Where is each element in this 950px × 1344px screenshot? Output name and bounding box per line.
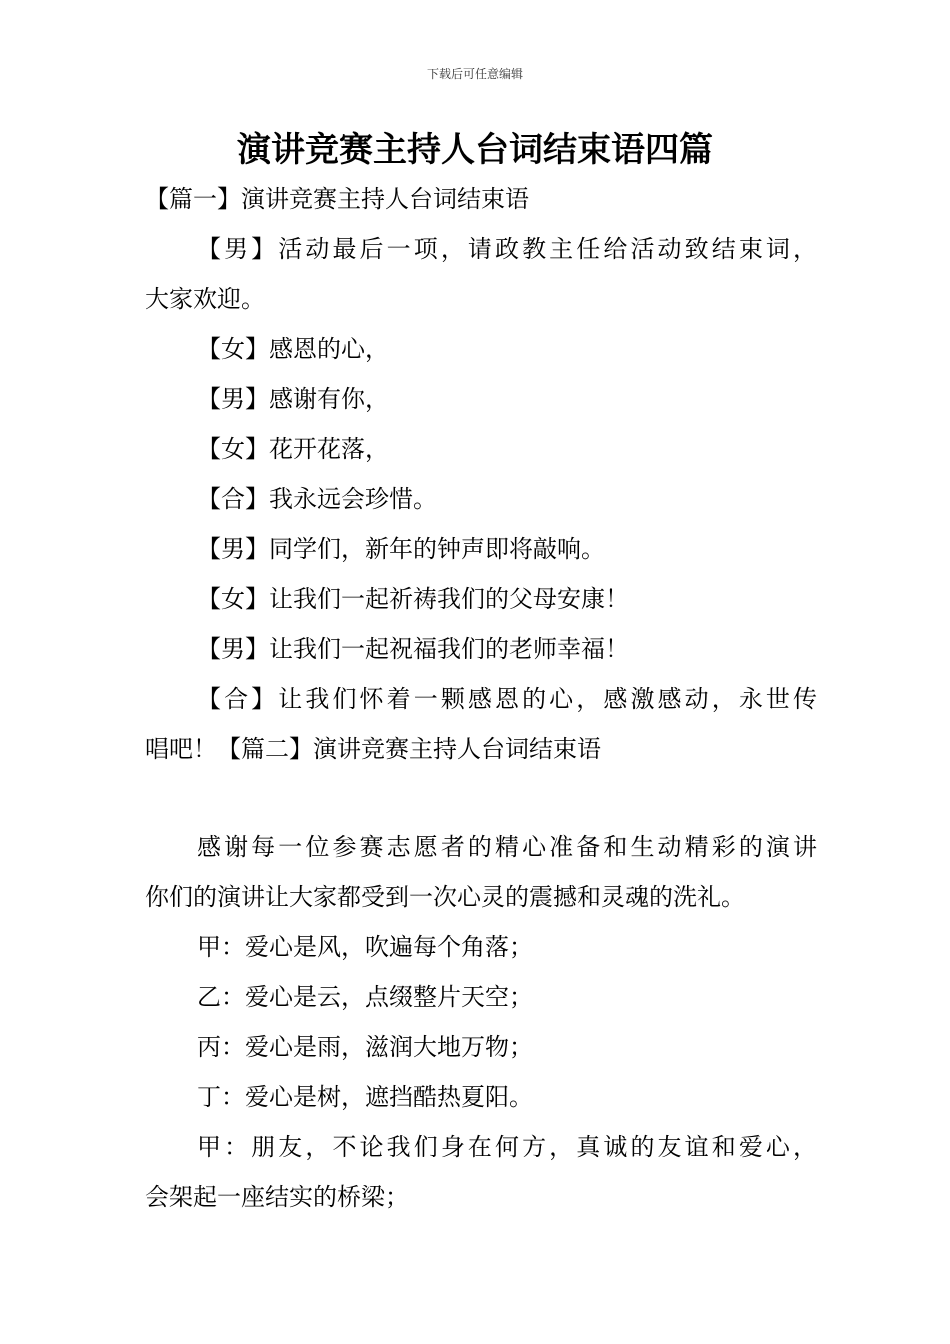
- paragraph-line: 感谢每一位参赛志愿者的精心准备和生动精彩的演讲: [197, 833, 817, 861]
- paragraph-line: 唱吧！【篇二】演讲竞赛主持人台词结束语: [145, 735, 601, 763]
- paragraph-line: 甲：爱心是风，吹遍每个角落；: [197, 933, 533, 961]
- paragraph-line: 你们的演讲让大家都受到一次心灵的震撼和灵魂的洗礼。: [145, 883, 745, 911]
- paragraph-line: 【男】活动最后一项，请政教主任给活动致结束词，: [197, 235, 817, 263]
- document-title: 演讲竞赛主持人台词结束语四篇: [237, 130, 713, 170]
- paragraph-line: 丁：爱心是树，遮挡酷热夏阳。: [197, 1083, 533, 1111]
- header-note: 下载后可任意编辑: [426, 67, 523, 81]
- section-heading-1: 【篇一】演讲竞赛主持人台词结束语: [145, 185, 529, 213]
- paragraph-line: 【女】感恩的心，: [197, 335, 389, 363]
- paragraph-line: 【合】我永远会珍惜。: [197, 485, 437, 513]
- paragraph-line: 甲：朋友，不论我们身在何方，真诚的友谊和爱心，: [197, 1133, 817, 1161]
- paragraph-line: 乙：爱心是云，点缀整片天空；: [197, 983, 533, 1011]
- paragraph-line: 【女】花开花落，: [197, 435, 389, 463]
- paragraph-line: 【男】感谢有你，: [197, 385, 389, 413]
- paragraph-line: 会架起一座结实的桥梁；: [145, 1183, 409, 1211]
- paragraph-line: 【男】让我们一起祝福我们的老师幸福！: [197, 635, 629, 663]
- paragraph-line: 【合】让我们怀着一颗感恩的心，感激感动，永世传: [197, 685, 817, 713]
- paragraph-line: 大家欢迎。: [145, 285, 265, 313]
- paragraph-line: 【男】同学们，新年的钟声即将敲响。: [197, 535, 605, 563]
- paragraph-line: 【女】让我们一起祈祷我们的父母安康！: [197, 585, 629, 613]
- paragraph-line: 丙：爱心是雨，滋润大地万物；: [197, 1033, 533, 1061]
